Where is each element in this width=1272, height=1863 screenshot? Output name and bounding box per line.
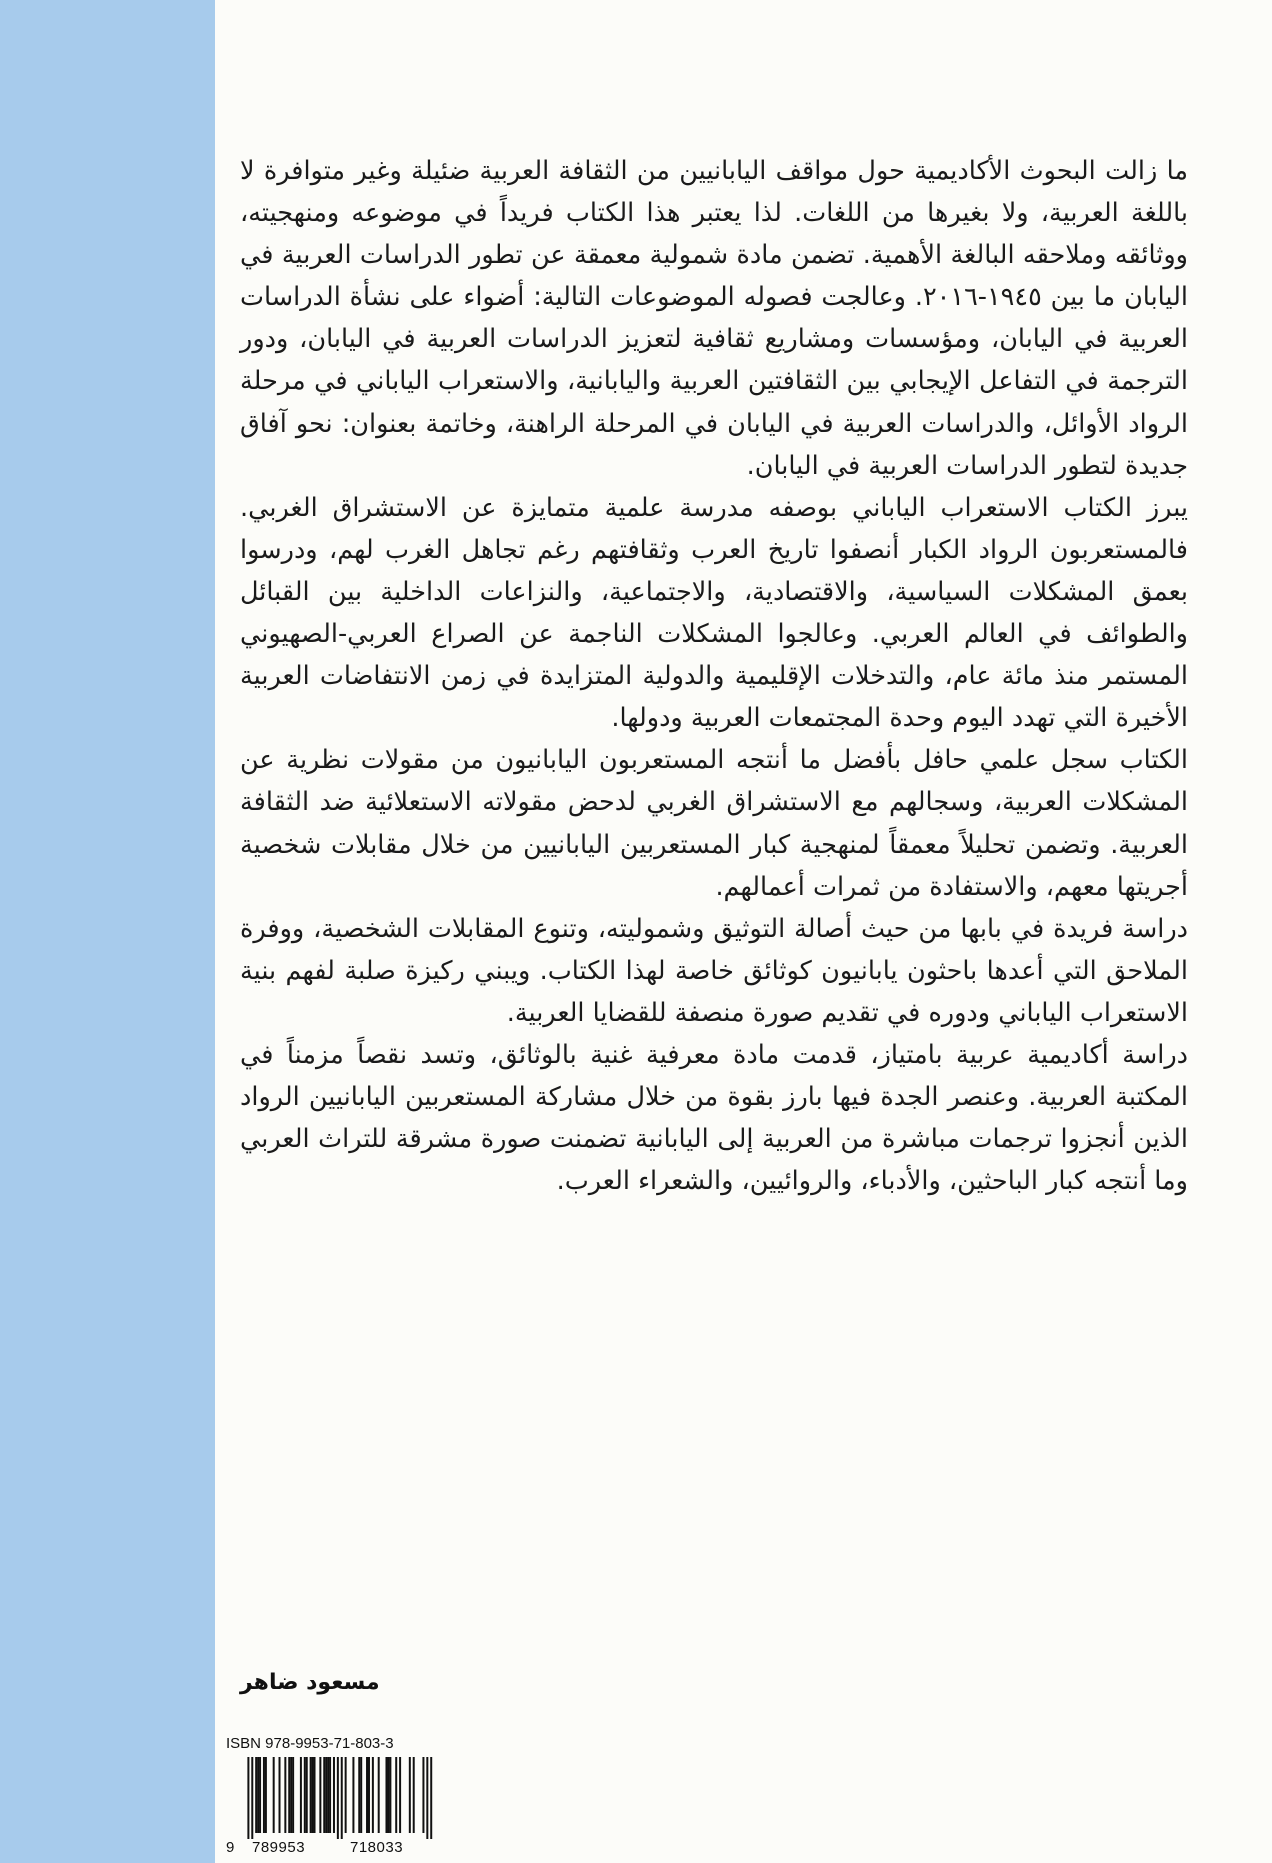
barcode-bar bbox=[426, 1757, 428, 1839]
barcode-bar bbox=[304, 1757, 306, 1833]
barcode-bar bbox=[372, 1757, 374, 1833]
barcode-bar bbox=[284, 1757, 286, 1833]
author-name: مسعود ضاهر bbox=[240, 1670, 380, 1695]
barcode-bar bbox=[319, 1757, 321, 1833]
barcode-bar bbox=[265, 1757, 267, 1833]
barcode-bar bbox=[352, 1757, 354, 1833]
isbn-barcode-block bbox=[226, 1735, 441, 1860]
barcode-bar bbox=[279, 1757, 281, 1833]
barcode-bar bbox=[306, 1757, 308, 1833]
barcode-bar bbox=[292, 1757, 294, 1833]
barcode-bar bbox=[329, 1757, 331, 1833]
barcode-bar bbox=[300, 1757, 302, 1833]
barcode-bar bbox=[288, 1757, 290, 1833]
isbn-label: ISBN 978-9953-71-803-3 bbox=[226, 1735, 394, 1752]
barcode-bar bbox=[255, 1757, 257, 1833]
barcode-bar bbox=[310, 1757, 312, 1833]
barcode-bar bbox=[378, 1757, 380, 1833]
barcode-digit-first: 9 bbox=[226, 1839, 235, 1856]
blurb-text bbox=[240, 150, 1188, 1202]
barcode-bar bbox=[257, 1757, 259, 1833]
barcode-bar bbox=[389, 1757, 391, 1833]
barcode-bar bbox=[387, 1757, 389, 1833]
barcode-bar bbox=[366, 1757, 368, 1833]
barcode-bar bbox=[395, 1757, 397, 1833]
barcode-bar bbox=[368, 1757, 370, 1833]
barcode-bar bbox=[413, 1757, 415, 1833]
barcode-bar bbox=[290, 1757, 292, 1833]
barcode-bar bbox=[358, 1757, 360, 1833]
barcode-bar bbox=[422, 1757, 424, 1833]
blurb-paragraph-1: ما زالت البحوث الأكاديمية حول مواقف اليابانيين من الثقافة العربية ضئيلة وغير متوافرة لا باللغة العربية، ولا بغيرها من اللغات. لذا يعتبر هذا الكتاب فريداً في موضوعه ومنهجيته، ووثائقه وملاحقه البالغة الأهمية. تضمن مادة شمولية معمقة عن تطور الدراسات العربية في اليابان ما بين ١٩٤٥-٢٠١٦. وعالجت فصوله الموضوعات التالية: أضواء على نشأة الدراسات العربية في اليابان، ومؤسسات ومشاريع ثقافية لتعزيز الدراسات العربية في اليابان، ودور الترجمة في التفاعل الإيجابي بين الثقافتين العربية واليابانية، والاستعراب الياباني في مرحلة الرواد الأوائل، والدراسات العربية في اليابان في المرحلة الراهنة، وخاتمة بعنوان: نحو آفاق جديدة لتطور الدراسات العربية في اليابان. bbox=[240, 156, 1188, 481]
blue-spine-band bbox=[0, 0, 215, 1863]
blurb-paragraph-4: دراسة فريدة في بابها من حيث أصالة التوثيق وشموليته، وتنوع المقابلات الشخصية، ووفرة الملاحق التي أعدها باحثون يابانيون كوثائق خاصة لهذا الكتاب. ويبني ركيزة صلبة لفهم بنية الاستعراب الياباني ودوره في تقديم صورة منصفة للقضايا العربية. bbox=[240, 913, 1188, 1028]
barcode-bar bbox=[327, 1757, 329, 1833]
barcode-bar bbox=[263, 1757, 265, 1833]
barcode-bar bbox=[345, 1757, 347, 1833]
barcode-icon bbox=[226, 1757, 438, 1839]
barcode-bar bbox=[385, 1757, 387, 1833]
barcode-bar bbox=[323, 1757, 325, 1833]
barcode-bar bbox=[312, 1757, 314, 1833]
barcode-bar bbox=[409, 1757, 411, 1833]
barcode-bar bbox=[251, 1757, 253, 1839]
barcode-bar bbox=[337, 1757, 339, 1839]
barcode-bar bbox=[333, 1757, 335, 1833]
barcode-bar bbox=[360, 1757, 362, 1833]
barcode-bar bbox=[273, 1757, 275, 1833]
blurb-paragraph-5: دراسة أكاديمية عربية بامتياز، قدمت مادة معرفية غنية بالوثائق، وتسد نقصاً مزمناً في المكتبة العربية. وعنصر الجدة فيها بارز بقوة من خلال مشاركة المستعربين اليابانيين الرواد الذين أنجزوا ترجمات مباشرة من العربية إلى اليابانية تضمنت صورة مشرقة للتراث العربي وما أنتجه كبار الباحثين، والأدباء، والروائيين، والشعراء العرب. bbox=[240, 1039, 1188, 1197]
barcode-bar bbox=[325, 1757, 327, 1833]
barcode-digits-left: 789953 bbox=[252, 1839, 306, 1856]
blurb-paragraph-2: يبرز الكتاب الاستعراب الياباني بوصفه مدرسة علمية متمايزة عن الاستشراق الغربي. فالمستعربون الرواد الكبار أنصفوا تاريخ العرب وثقافتهم رغم تجاهل الغرب لهم، ودرسوا بعمق المشكلات السياسية، والاقتصادية، والاجتماعية، والنزاعات الداخلية بين القبائل والطوائف في العالم العربي. وعالجوا المشكلات الناجمة عن الصراع العربي-الصهيوني المستمر منذ مائة عام، والتدخلات الإقليمية والدولية المتزايدة في زمن الانتفاضات العربية الأخيرة التي تهدد اليوم وحدة المجتمعات العربية ودولها. bbox=[240, 492, 1188, 734]
barcode-bar bbox=[430, 1757, 432, 1839]
barcode-bar bbox=[247, 1757, 249, 1839]
blurb-paragraph-3: الكتاب سجل علمي حافل بأفضل ما أنتجه المستعربون اليابانيون من مقولات نظرية عن المشكلات العربية، وسجالهم مع الاستشراق الغربي لدحض مقولاته الاستعلائية ضد الثقافة العربية. وتضمن تحليلاً معمقاً لمنهجية كبار المستعربين اليابانيين من خلال مقابلات شخصية أجريتها معهم، والاستفادة من ثمرات أعمالهم. bbox=[240, 745, 1188, 902]
barcode-bar bbox=[341, 1757, 343, 1839]
barcode-digits-right: 718033 bbox=[350, 1839, 404, 1856]
barcode-bar bbox=[314, 1757, 316, 1833]
barcode-bar bbox=[259, 1757, 261, 1833]
barcode-bar bbox=[399, 1757, 401, 1833]
